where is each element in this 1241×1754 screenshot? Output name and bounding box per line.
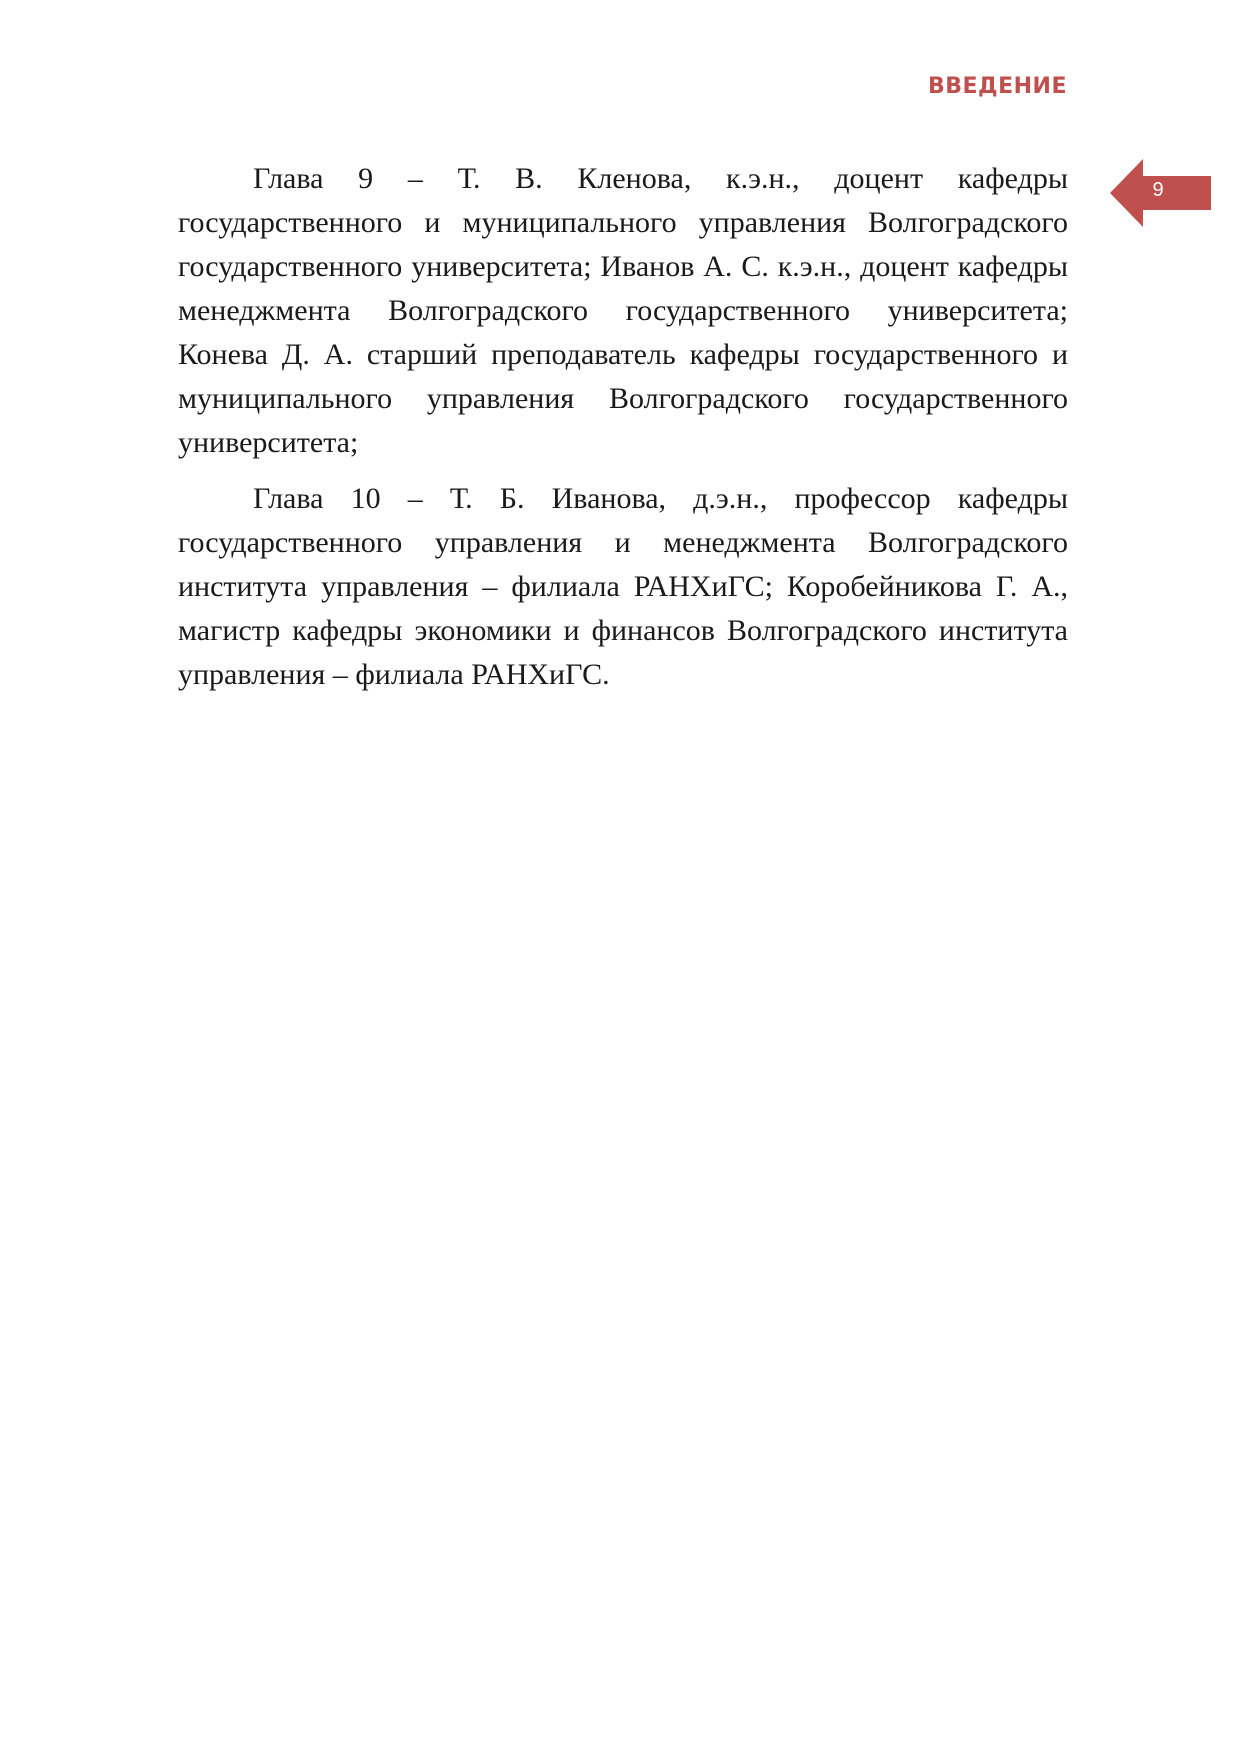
running-header: ВВЕДЕНИЕ (927, 74, 1067, 99)
body-text (178, 157, 1068, 709)
paragraph-chapter-10: Глава 10 – Т. Б. Иванова, д.э.н., профессор кафедры государственного управления и менеджмента Волгоградского института управления – филиала РАНХиГС; Коробейникова Г. А., магистр кафедры экономики и финансов Волгоградского института управления – филиала РАНХиГС. (178, 482, 1068, 691)
paragraph-chapter-9: Глава 9 – Т. В. Кленова, к.э.н., доцент кафедры государственного и муниципального управления Волгоградского государственного университета; Иванов А. С. к.э.н., доцент кафедры менеджмента Волгоградского государственного университета; Конева Д. А. старший преподаватель кафедры государственного и муниципального управления Волгоградского государственного университета; (178, 162, 1068, 459)
page-number: 9 (1152, 179, 1164, 201)
